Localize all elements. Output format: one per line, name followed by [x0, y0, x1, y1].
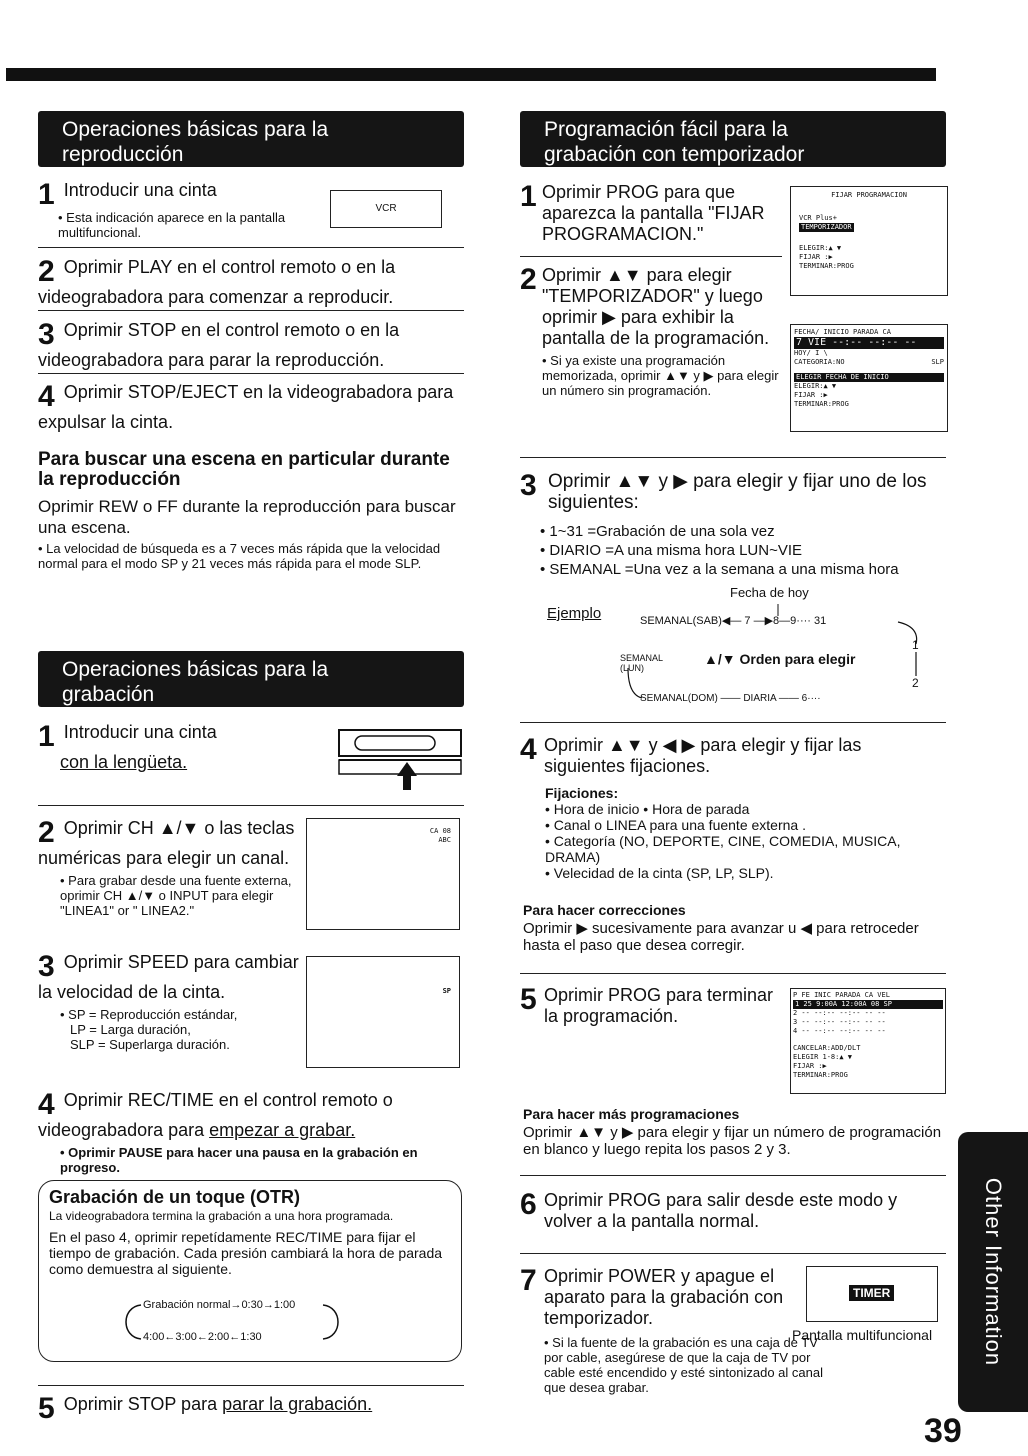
arrow: ←: [196, 1331, 208, 1343]
step-number: 4: [38, 1088, 55, 1121]
osd-line: ELEGIR:▲ ▼: [794, 382, 837, 390]
channel-display-line: CA 08: [429, 827, 451, 835]
step-number: 2: [38, 255, 55, 288]
corrections-heading: Para hacer correcciones: [523, 902, 686, 918]
search-text: Oprimir REW o FF durante la reproducción para buscar una escena.: [38, 497, 456, 537]
divider: [38, 373, 464, 374]
osd-line: FIJAR :▶: [793, 1062, 827, 1070]
speed-display-text: SP: [442, 987, 451, 995]
step-text: Oprimir PROG para salir desde este modo y volver a la pantalla normal.: [544, 1190, 898, 1231]
example-top-line: SEMANAL(SAB)◀— 7 —▶8—9···· 31: [640, 615, 827, 627]
osd-timer-program: [790, 324, 948, 432]
example-right-1: 1: [912, 638, 919, 652]
vcr-indicator-display: [330, 190, 442, 228]
step-number: 3: [38, 318, 55, 351]
step-text: Oprimir ▲▼ y ◀ ▶ para elegir y fijar las siguientes fijaciones.: [544, 735, 862, 776]
osd-line: [794, 358, 944, 367]
step-text: Oprimir STOP para: [63, 1394, 223, 1414]
example-label: Ejemplo: [547, 605, 602, 622]
step-text: Oprimir CH ▲/▼ o las teclas numéricas para elegir un canal.: [38, 818, 295, 868]
otr-cycle-item: 0:30: [241, 1299, 263, 1311]
osd-line: TERMINAR:PROG: [794, 400, 849, 408]
osd-row: 2 -- --:-- --:-- -- --: [793, 1009, 886, 1017]
osd-line: TERMINAR:PROG: [793, 1071, 848, 1079]
otr-text: En el paso 4, oprimir repetídamente REC/TIME para fijar el tiempo de grabación. Cada presión cambiará la hora de parada como demuestra al siguiente.: [49, 1229, 443, 1277]
speed-note: SLP = Superlarga duración.: [70, 1037, 230, 1052]
divider: [38, 247, 464, 248]
arrow: →: [262, 1299, 274, 1311]
step-text: Oprimir STOP en el control remoto o en la videograbadora para parar la reproducción.: [38, 320, 400, 370]
corrections-text: Oprimir ▶ sucesivamente para avanzar u ◀ para retroceder hasta el paso que desea corregir.: [523, 920, 919, 954]
example-bottom-line: SEMANAL(DOM) —— DIARIA —— 6····: [640, 693, 821, 704]
osd-row: 3 -- --:-- --:-- -- --: [793, 1018, 886, 1026]
play-step-2: [38, 257, 464, 308]
step-text: Oprimir STOP/EJECT en la videograbadora para expulsar la cinta.: [38, 382, 454, 432]
step-text: Oprimir REC/TIME en el control remoto o videograbadora para: [38, 1090, 393, 1140]
list-item: • SEMANAL =Una vez a la semana a una misma hora: [540, 560, 950, 579]
osd-row: 4 -- --:-- --:-- -- --: [793, 1027, 886, 1035]
step-text: Oprimir POWER y apague el aparato para la grabación con temporizador.: [544, 1266, 784, 1328]
today-label: Fecha de hoy: [730, 585, 809, 600]
list-item: • DIARIO =A una misma hora LUN~VIE: [540, 541, 950, 560]
divider: [520, 1253, 946, 1254]
timer-indicator: TIMER: [849, 1285, 894, 1301]
step-number: 3: [520, 469, 537, 502]
timer-display: [806, 1266, 938, 1322]
play-step-4: [38, 382, 464, 433]
osd-header: FECHA/ INICIO PARADA CA: [794, 328, 891, 336]
step-text: Introducir una cinta: [63, 180, 217, 200]
otr-cycle-item: 1:30: [240, 1331, 262, 1343]
osd-category: CATEGORIA:NO: [794, 358, 845, 366]
list-item: • Hora de inicio • Hora de parada: [545, 801, 935, 817]
rec-step-3: [38, 952, 303, 1052]
timer-step-1: [520, 182, 782, 245]
osd-line: FIJAR :▶: [799, 253, 833, 261]
speed-note: • SP = Reproducción estándar,: [60, 1007, 303, 1022]
step-number: 4: [520, 733, 537, 766]
step-text-underlined: parar la grabación.: [222, 1394, 373, 1414]
otr-cycle-item: 2:00: [207, 1331, 230, 1343]
otr-title: Grabación de un toque (OTR): [49, 1187, 300, 1207]
divider: [520, 973, 946, 974]
osd-line: CANCELAR:ADD/DLT: [793, 1044, 861, 1052]
divider: [520, 256, 782, 257]
list-item: • Velecidad de la cinta (SP, LP, SLP).: [545, 865, 935, 881]
osd-line: TERMINAR:PROG: [799, 262, 854, 270]
otr-cycle-item: Grabación normal: [143, 1299, 231, 1311]
osd-row-filled: 1 25 9:00A 12:00A 08 SP: [793, 1000, 943, 1009]
step-number: 5: [38, 1392, 55, 1425]
osd-line: HOY/ I \: [794, 349, 828, 357]
fijaciones-heading: Fijaciones:: [545, 785, 619, 801]
osd-line: ELEGIR:▲ ▼: [799, 244, 842, 252]
osd-selected-item: TEMPORIZADOR: [801, 223, 852, 231]
rec-step-4: [38, 1090, 464, 1175]
step-number: 4: [38, 380, 55, 413]
side-tab-label: Other Information: [981, 1177, 1006, 1367]
step-text: Oprimir PROG para terminar la programación.: [544, 985, 774, 1026]
timer-step-4: [520, 735, 946, 777]
rec-step-1: [38, 722, 328, 773]
arrow: →: [230, 1299, 242, 1311]
osd-header: P FE INIC PARADA CA VEL: [793, 991, 890, 999]
step-note: [60, 1007, 303, 1052]
divider: [520, 1175, 946, 1176]
osd-line: FIJAR :▶: [794, 391, 828, 399]
step-number: 2: [38, 816, 55, 849]
rec-step-2: [38, 818, 303, 918]
timer-step-3: [520, 471, 946, 513]
divider: [38, 310, 464, 311]
more-programs-heading: Para hacer más programaciones: [523, 1106, 740, 1122]
step-text-underlined: empezar a grabar.: [209, 1120, 356, 1140]
otr-cycle-item: 1:00: [273, 1299, 296, 1311]
example-left-label: SEMANAL (LUN): [620, 653, 663, 673]
banner-line: Operaciones básicas para la: [62, 658, 329, 681]
rec-step-5: [38, 1394, 464, 1424]
arrow: ←: [229, 1331, 241, 1343]
timer-display-caption: Pantalla multifuncional: [792, 1327, 933, 1343]
divider: [520, 457, 946, 458]
cassette-tab-illustration: [335, 718, 465, 798]
osd-speed: SLP: [931, 358, 944, 366]
osd-fijar-programacion: [790, 186, 948, 296]
otr-cycle-item: 4:00: [143, 1331, 165, 1343]
step-text: Oprimir SPEED para cambiar la velocidad de la cinta.: [38, 952, 299, 1002]
channel-display-screen: [306, 818, 460, 930]
step3-list: [540, 522, 950, 579]
timer-step-5: [520, 985, 780, 1027]
side-tab: [958, 1132, 1028, 1412]
divider: [38, 1385, 464, 1386]
timer-step-7: [520, 1264, 823, 1395]
fijaciones-list: [545, 801, 935, 881]
list-item: • Canal o LINEA para una fuente externa .: [545, 817, 935, 833]
step-text: Oprimir PROG para que aparezca la pantalla "FIJAR PROGRAMACION.": [542, 182, 765, 244]
step-text-underlined: con la lengüeta.: [60, 752, 188, 772]
example-order-label: ▲/▼ Orden para elegir: [704, 651, 856, 667]
speed-note: LP = Larga duración,: [70, 1022, 191, 1037]
search-note: • La velocidad de búsqueda es a 7 veces más rápida que la velocidad normal para el modo SP y 21 veces más rápida para el mode SLP.: [38, 541, 458, 571]
step-note: • Si la fuente de la grabación es una caja de TV por cable, asegúrese de que la caja de TV por cable esté encendido y esté sintonizado al canal que desea grabar.: [544, 1335, 834, 1395]
speed-display-screen: [306, 956, 460, 1068]
banner-line: reproducción: [62, 143, 184, 166]
step-text: Oprimir ▲▼ para elegir "TEMPORIZADOR" y luego oprimir ▶ para exhibir la pantalla de la programación.: [542, 265, 770, 348]
osd-line: ELEGIR 1-8:▲ ▼: [793, 1053, 853, 1061]
step-text: Oprimir PLAY en el control remoto o en la videograbadora para comenzar a reproducir.: [38, 257, 396, 307]
channel-display-line: ABC: [438, 836, 451, 844]
otr-subtitle: La videograbadora termina la grabación a una hora programada.: [49, 1209, 394, 1223]
otr-cycle-loop: [115, 1295, 355, 1351]
divider: [520, 722, 946, 723]
rec-section-banner: [38, 651, 464, 707]
otr-cycle-item: 3:00: [175, 1331, 197, 1343]
osd-program-list: [790, 988, 946, 1094]
osd-title: FIJAR PROGRAMACION: [831, 191, 907, 199]
play-step-1: [38, 180, 318, 240]
step-number: 6: [520, 1188, 537, 1221]
more-programs-text: Oprimir ▲▼ y ▶ para elegir y fijar un número de programación en blanco y luego repita los pasos 2 y 3.: [523, 1124, 942, 1158]
vcr-indicator-text: VCR: [375, 203, 397, 214]
step-note: • Oprimir PAUSE para hacer una pausa en la grabación en progreso.: [60, 1145, 420, 1175]
timer-step-2: [520, 265, 782, 398]
step-note: • Para grabar desde una fuente externa, oprimir CH ▲/▼ o INPUT para elegir "LINEA1" or " LINEA2.": [60, 873, 303, 918]
list-item: • 1~31 =Grabación de una sola vez: [540, 522, 950, 541]
banner-line: grabación: [62, 683, 155, 706]
page-number: 39: [924, 1412, 962, 1450]
step-number: 3: [38, 950, 55, 983]
osd-line: VCR Plus+: [799, 214, 837, 222]
timer-section-banner: [520, 111, 946, 167]
step-number: 1: [38, 178, 55, 211]
list-item: • Categoría (NO, DEPORTE, CINE, COMEDIA, MUSICA, DRAMA): [545, 833, 935, 865]
example-right-2: 2: [912, 676, 919, 690]
step-note: • Si ya existe una programación memorizada, oprimir ▲▼ y ▶ para elegir un número sin programación.: [542, 353, 782, 398]
search-heading: Para buscar una escena en particular durante la reproducción: [38, 449, 450, 490]
play-step-3: [38, 320, 464, 371]
banner-line: Programación fácil para la: [544, 118, 788, 141]
step-number: 7: [520, 1264, 537, 1297]
banner-line: Operaciones básicas para la: [62, 118, 329, 141]
step-note: • Esta indicación aparece en la pantalla multifuncional.: [58, 210, 298, 240]
arrow: ←: [164, 1331, 176, 1343]
otr-box: [38, 1180, 462, 1362]
step-number: 1: [38, 720, 55, 753]
osd-selected-item: ELEGIR FECHA DE INICIO: [794, 373, 944, 382]
banner-line: grabación con temporizador: [544, 143, 805, 166]
step-number: 5: [520, 983, 537, 1016]
step-text: Introducir una cinta: [63, 722, 217, 742]
osd-row: 7 VIE --:-- --:-- --: [794, 337, 944, 349]
play-section-banner: [38, 111, 464, 167]
step-number: 2: [520, 263, 537, 296]
timer-step-6: [520, 1190, 946, 1232]
divider: [38, 805, 464, 806]
top-rule-bar: [6, 68, 936, 81]
step-number: 1: [520, 180, 537, 213]
step-text: Oprimir ▲▼ y ▶ para elegir y fijar uno de los siguientes:: [548, 471, 927, 513]
example-cycle-arrows: [620, 604, 925, 704]
